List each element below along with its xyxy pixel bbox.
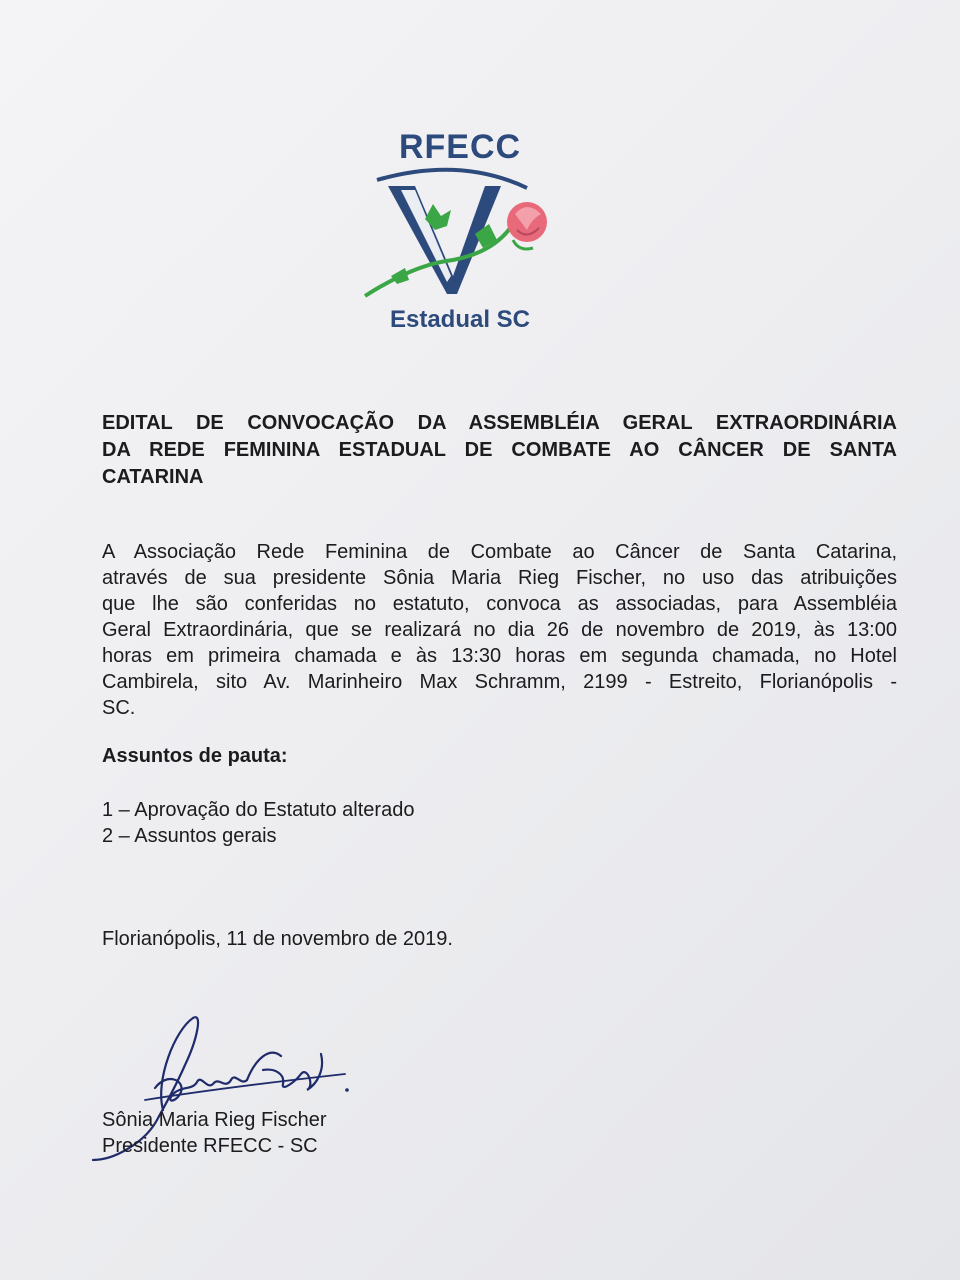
body-line: horas em primeira chamada e às 13:30 horas em segunda chamada, no Hotel: [102, 645, 897, 667]
body-line: através de sua presidente Sônia Maria Rieg Fischer, no uso das atribuições: [102, 567, 897, 589]
heading-line: DA REDE FEMININA ESTADUAL DE COMBATE AO CÂNCER DE SANTA: [102, 439, 897, 461]
date-line: Florianópolis, 11 de novembro de 2019.: [102, 928, 453, 950]
notice-body: [102, 539, 897, 721]
agenda-item: 2 – Assuntos gerais: [102, 825, 277, 847]
body-line: SC.: [102, 697, 136, 719]
notice-heading: [102, 410, 897, 491]
signer-name: Sônia Maria Rieg Fischer: [102, 1109, 327, 1131]
heading-line: CATARINA: [102, 466, 204, 488]
body-line: que lhe são conferidas no estatuto, convoca as associadas, para Assembléia: [102, 593, 897, 615]
signer-role: Presidente RFECC - SC: [102, 1135, 318, 1157]
agenda-item: 1 – Aprovação do Estatuto alterado: [102, 799, 415, 821]
signer-block: [102, 1107, 327, 1159]
agenda-title: Assuntos de pauta:: [102, 745, 288, 767]
body-line: A Associação Rede Feminina de Combate ao Câncer de Santa Catarina,: [102, 541, 897, 563]
body-line: Geral Extraordinária, que se realizará no dia 26 de novembro de 2019, às 13:00: [102, 619, 897, 641]
heading-line: EDITAL DE CONVOCAÇÃO DA ASSEMBLÉIA GERAL EXTRAORDINÁRIA: [102, 412, 897, 434]
logo-top-text: RFECC: [398, 128, 522, 166]
logo-bottom-text: Estadual SC: [389, 306, 531, 333]
agenda-list: [102, 797, 414, 849]
body-line: Cambirela, sito Av. Marinheiro Max Schramm, 2199 - Estreito, Florianópolis -: [102, 671, 897, 693]
logo-emblem-icon: [355, 164, 565, 304]
rfecc-logo: [355, 128, 565, 343]
